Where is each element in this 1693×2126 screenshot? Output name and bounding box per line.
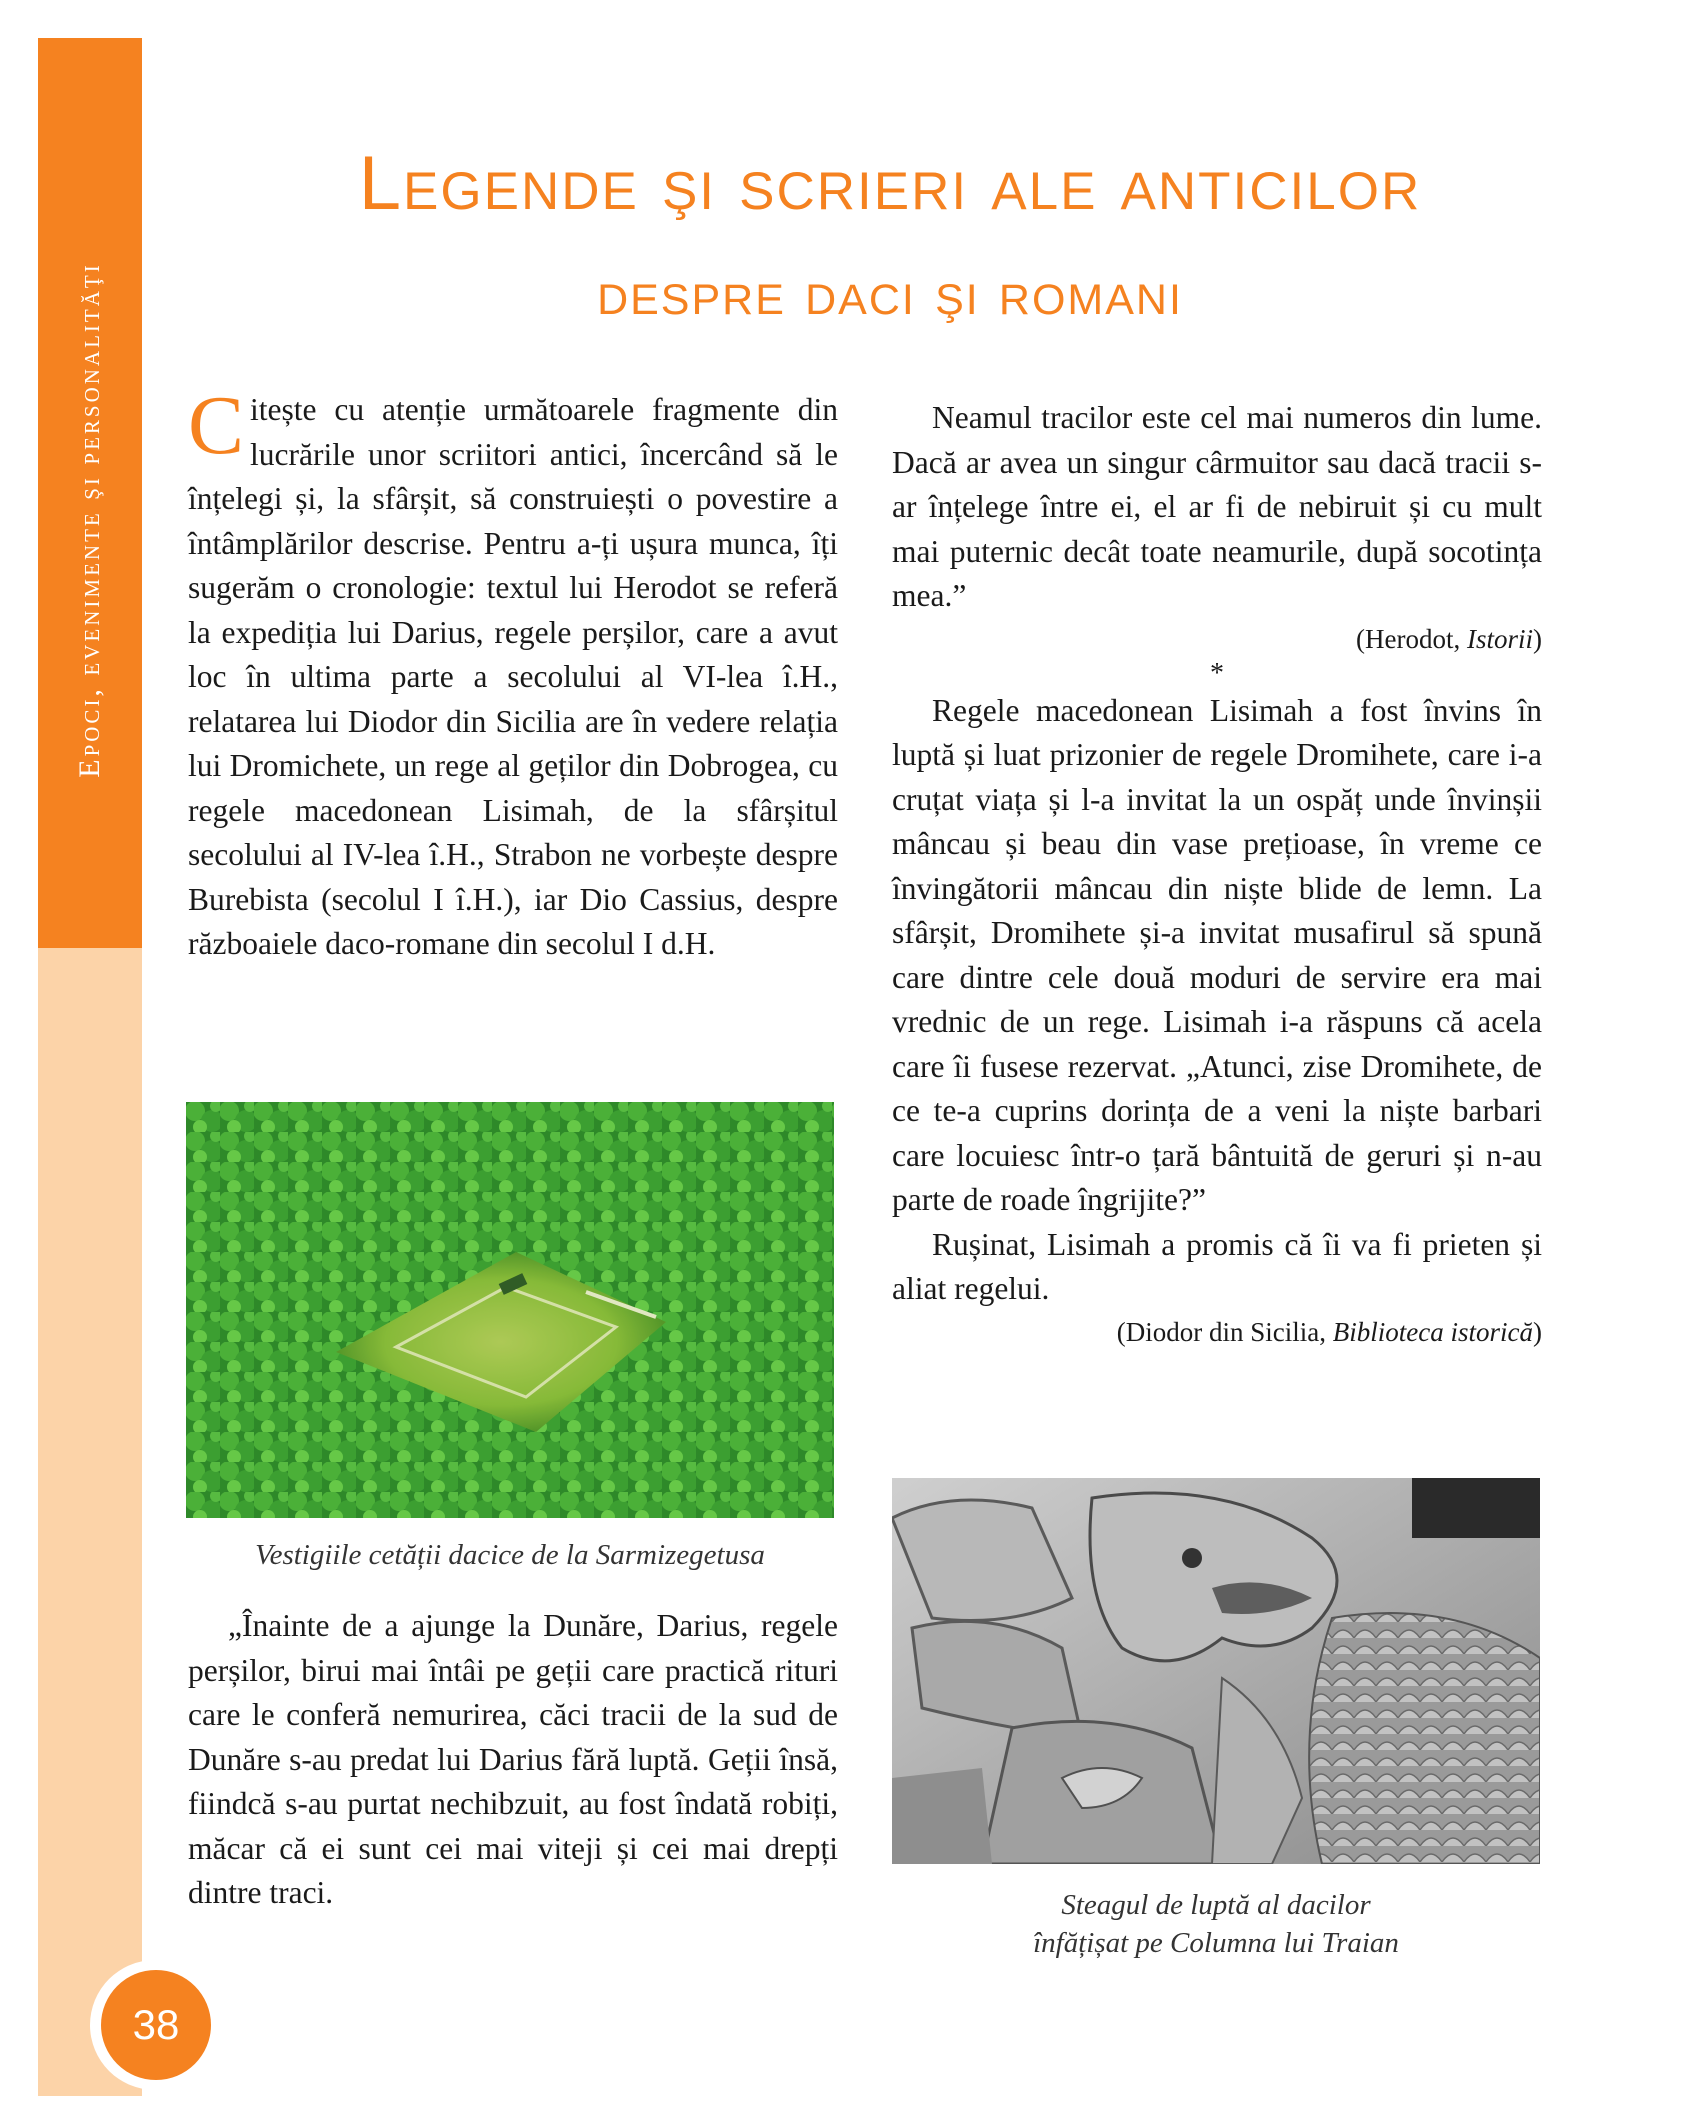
sarmizegetusa-caption: Vestigiile cetății dacice de la Sarmizegetusa bbox=[255, 1539, 765, 1571]
herodot-column-start bbox=[188, 1604, 838, 1916]
relief-caption-line1: Steagul de luptă al dacilor bbox=[1061, 1889, 1371, 1921]
drop-cap: C bbox=[188, 379, 245, 472]
page-title-line1: Legende şi scrieri ale anticilor bbox=[358, 141, 1422, 226]
herodot-source: (Herodot, Istorii) bbox=[1356, 623, 1542, 654]
herodot-paragraph-2: Neamul tracilor este cel mai numeros din lume. Dacă ar avea un singur cârmuitor sau dacă tracii s-ar înțelege între ei, el ar fi de nebiruit și cu mult mai puternic decât toate neamurile, după socotința mea.” bbox=[892, 400, 1542, 613]
intro-text: itește cu atenție următoarele fragmente din lucrările unor scriitori antici, încercând să le înțelegi și, la sfârșit, să construiești o povestire a întâmplărilor descrise. Pentru a-ți ușura munca, îți sugerăm o cronologie: textul lui Herodot se referă la expediția lui Darius, regele perșilor, care a avut loc în ultima parte a secolului al VI-lea î.H., relatarea lui Diodor din Sicilia are în vedere relația lui Dromichete, un rege al geților din Dobrogea, cu regele macedonean Lisimah, de la sfârșitul secolului al IV-lea î.H., Strabon ne vorbește despre Burebista (secolul I î.H.), iar Dio Cassius, despre războaiele daco-romane din secolul I d.H. bbox=[188, 392, 838, 961]
dacian-standard-relief-photo bbox=[892, 1478, 1540, 1864]
herodot-paragraph-1: „Înainte de a ajunge la Dunăre, Darius, regele perșilor, birui mai întâi pe geții care practică rituri care le conferă nemurirea, căci tracii de la sud de Dunăre s-au predat lui Darius fără luptă. Geții însă, fiindcă s-au purtat nechibzuit, au fost îndată robiți, măcar că ei sunt cei mai viteji și cei mai drepți dintre traci. bbox=[188, 1608, 838, 1910]
diodor-paragraph-1: Regele macedonean Lisimah a fost învins în luptă și luat prizonier de regele Dromihete, care i-a cruțat viața și l-a invitat la un ospăț unde învinșii mâncau și beau din vase prețioase, în vreme ce învingătorii mâncau din niște blide de lemn. La sfârșit, Dromihete și-a invitat musafirul să spună care dintre cele două moduri de servire era mai vrednic de un rege. Lisimah i-a răspuns că acela care îi fusese rezervat. „Atunci, zise Dromihete, de ce te-a cuprins dorința de a veni la niște barbari care locuiesc într-o țară bântuită de geruri și n-au parte de roade îngrijite?” bbox=[892, 692, 1542, 1217]
relief-caption bbox=[892, 1886, 1540, 1962]
section-separator: * bbox=[1210, 657, 1224, 689]
intro-paragraph bbox=[188, 379, 838, 967]
diodor-paragraph-2: Rușinat, Lisimah a promis că îi va fi prieten și aliat regelui. bbox=[892, 1226, 1542, 1306]
page-title-line2: despre daci şi romani bbox=[597, 259, 1183, 328]
diodor-source: (Diodor din Sicilia, Biblioteca istorică) bbox=[1116, 1316, 1542, 1347]
section-label: Epoci, evenimente şi personalităţi bbox=[73, 262, 106, 778]
right-column bbox=[892, 396, 1542, 1352]
page-number: 38 bbox=[101, 1970, 211, 2080]
relief-caption-line2: înfățișat pe Columna lui Traian bbox=[1033, 1927, 1399, 1959]
intro-column bbox=[188, 379, 838, 967]
sarmizegetusa-photo bbox=[186, 1102, 834, 1518]
sidebar-band-light bbox=[38, 948, 142, 2096]
